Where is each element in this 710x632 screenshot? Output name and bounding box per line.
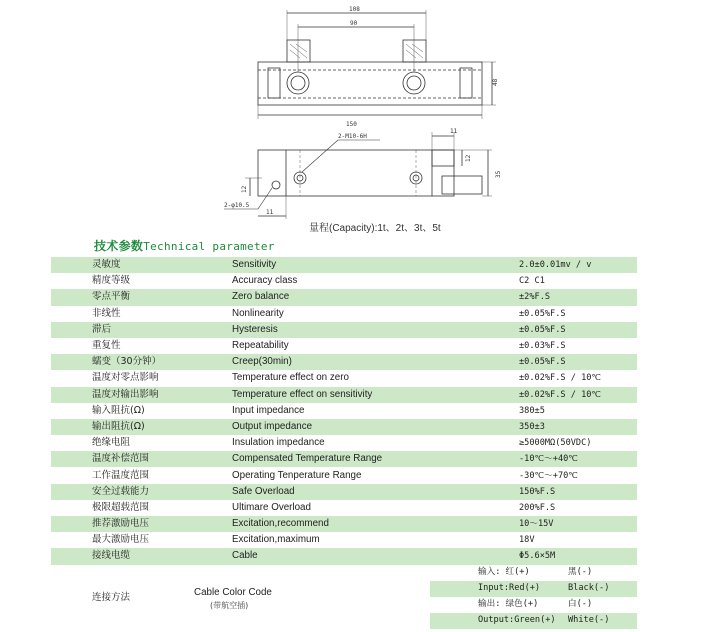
cable-connector	[442, 176, 482, 194]
section-title-cn: 技术参数	[94, 239, 144, 253]
technical-drawing	[0, 0, 710, 230]
param-name-en: Safe Overload	[232, 484, 519, 500]
param-name-en: Operating Tenperature Range	[232, 469, 362, 481]
cable-row	[430, 597, 637, 613]
param-name-cn: 滞后	[51, 322, 232, 338]
param-value: ±0.02%F.S / 10℃	[519, 373, 602, 384]
param-name-cn: 精度等级	[92, 275, 131, 287]
param-row	[51, 338, 637, 354]
param-name-cn: 绝缘电阻	[92, 437, 131, 449]
param-value: ±0.05%F.S	[519, 322, 637, 338]
cable-row	[430, 581, 637, 597]
cable-color-code	[0, 565, 710, 632]
dim-hole-span: 90	[350, 20, 358, 27]
param-value: 2.0±0.01mv / v	[519, 257, 637, 273]
param-value: ±0.05%F.S	[519, 308, 566, 319]
param-name-en: Input impedance	[232, 404, 305, 416]
param-name-cn: 推荐激励电压	[51, 516, 232, 532]
param-name-en: Excitation,recommend	[232, 516, 519, 532]
param-value: -10℃～+40℃	[519, 451, 637, 467]
param-row	[51, 387, 637, 403]
param-row	[51, 306, 637, 322]
param-name-en: Output impedance	[232, 419, 519, 435]
param-row	[51, 257, 637, 273]
cable-row-b: 黑(-)	[568, 567, 593, 577]
param-name-cn: 最大激励电压	[92, 534, 150, 546]
parameter-table	[51, 257, 637, 565]
param-name-en: Accuracy class	[232, 275, 298, 287]
param-name-cn: 温度对输出影响	[51, 387, 232, 403]
param-name-en: Hysteresis	[232, 322, 519, 338]
param-value: 10～15V	[519, 516, 637, 532]
param-value: 350±3	[519, 419, 637, 435]
param-row	[51, 273, 637, 289]
param-name-cn: 灵敏度	[51, 257, 232, 273]
param-name-en: Excitation,maximum	[232, 534, 320, 546]
param-name-cn: 极限超载范围	[92, 501, 150, 513]
param-value: 380±5	[519, 405, 545, 416]
dim-left-11: 11	[266, 209, 274, 216]
param-name-en: Repeatability	[232, 340, 289, 352]
param-row	[51, 548, 637, 564]
param-value: C2 C1	[519, 276, 545, 287]
param-name-cn: 输出阻抗(Ω)	[51, 419, 232, 435]
param-row	[51, 403, 637, 419]
param-value: 200%F.S	[519, 502, 556, 513]
param-name-en: Temperature effect on zero	[232, 372, 349, 384]
param-row	[51, 516, 637, 532]
param-name-en: Ultimare Overload	[232, 501, 311, 513]
param-row	[51, 484, 637, 500]
param-value: ±2%F.S	[519, 289, 637, 305]
cable-en-label: Cable Color Code	[194, 587, 272, 598]
cable-row-b: White(-)	[568, 615, 610, 625]
param-name-cn: 输入阻抗(Ω)	[92, 404, 145, 416]
param-row	[51, 451, 637, 467]
cable-row-b: 白(-)	[568, 599, 593, 609]
param-row	[51, 532, 637, 548]
param-row	[51, 322, 637, 338]
param-name-en: Compensated Temperature Range	[232, 451, 519, 467]
param-value: ±0.05%F.S	[519, 354, 637, 370]
cable-row	[430, 565, 637, 581]
param-name-cn: 温度补偿范围	[51, 451, 232, 467]
dim-left-12: 12	[241, 185, 248, 193]
cable-row-a: 输出: 绿色(+)	[478, 599, 539, 609]
param-name-cn: 工作温度范围	[92, 469, 150, 481]
param-row	[51, 467, 637, 483]
param-name-cn: 接线电缆	[51, 548, 232, 564]
param-name-en: Cable	[232, 548, 519, 564]
cable-cn-label: 连接方法	[92, 592, 131, 603]
param-name-en: Temperature effect on sensitivity	[232, 387, 519, 403]
side-view-body	[258, 150, 454, 196]
param-name-cn: 零点平衡	[51, 289, 232, 305]
param-name-cn: 温度对零点影响	[92, 372, 159, 384]
param-value: ±0.03%F.S	[519, 341, 566, 352]
cable-row-a: 输入: 红(+)	[478, 567, 530, 577]
cable-row-a: Output:Green(+)	[478, 615, 556, 625]
param-value: ≥5000MΩ(50VDC)	[519, 438, 592, 449]
thread-note: 2-M10-6H	[338, 133, 367, 140]
hole-note: 2-φ10.5	[224, 202, 250, 209]
dim-side-small: 11	[450, 128, 458, 135]
param-row	[51, 289, 637, 305]
param-value: -30℃～+70℃	[519, 470, 578, 481]
param-name-cn: 蠕变（30分钟）	[51, 354, 232, 370]
dim-side-12: 12	[465, 154, 472, 162]
param-row	[51, 370, 637, 386]
param-name-en: Sensitivity	[232, 257, 519, 273]
param-value: 18V	[519, 535, 535, 546]
param-row	[51, 435, 637, 451]
dim-side-35: 35	[495, 170, 502, 178]
param-name-cn: 非线性	[92, 307, 121, 319]
dim-top-width: 108	[349, 6, 360, 13]
param-value: Φ5.6×5M	[519, 548, 637, 564]
param-name-cn: 重复性	[92, 340, 121, 352]
cable-row-a: Input:Red(+)	[478, 583, 541, 593]
param-row	[51, 419, 637, 435]
param-name-en: Nonlinearity	[232, 307, 284, 319]
cable-sub-label: (带航空插)	[210, 601, 249, 610]
param-row	[51, 354, 637, 370]
param-row	[51, 500, 637, 516]
param-value: 150%F.S	[519, 484, 637, 500]
param-name-cn: 安全过载能力	[51, 484, 232, 500]
param-value: ±0.02%F.S / 10℃	[519, 387, 637, 403]
cable-row	[430, 613, 637, 629]
dim-height: 48	[492, 78, 499, 86]
section-title-en: Technical parameter	[143, 240, 275, 253]
capacity-caption: 量程(Capacity):1t、2t、3t、5t	[309, 223, 441, 234]
param-name-en: Creep(30min)	[232, 354, 519, 370]
cable-row-b: Black(-)	[568, 583, 610, 593]
section-title	[94, 237, 275, 254]
dim-length: 150	[346, 121, 357, 128]
top-view-body	[258, 62, 482, 105]
param-name-en: Zero balance	[232, 289, 519, 305]
param-name-en: Insulation impedance	[232, 437, 325, 449]
